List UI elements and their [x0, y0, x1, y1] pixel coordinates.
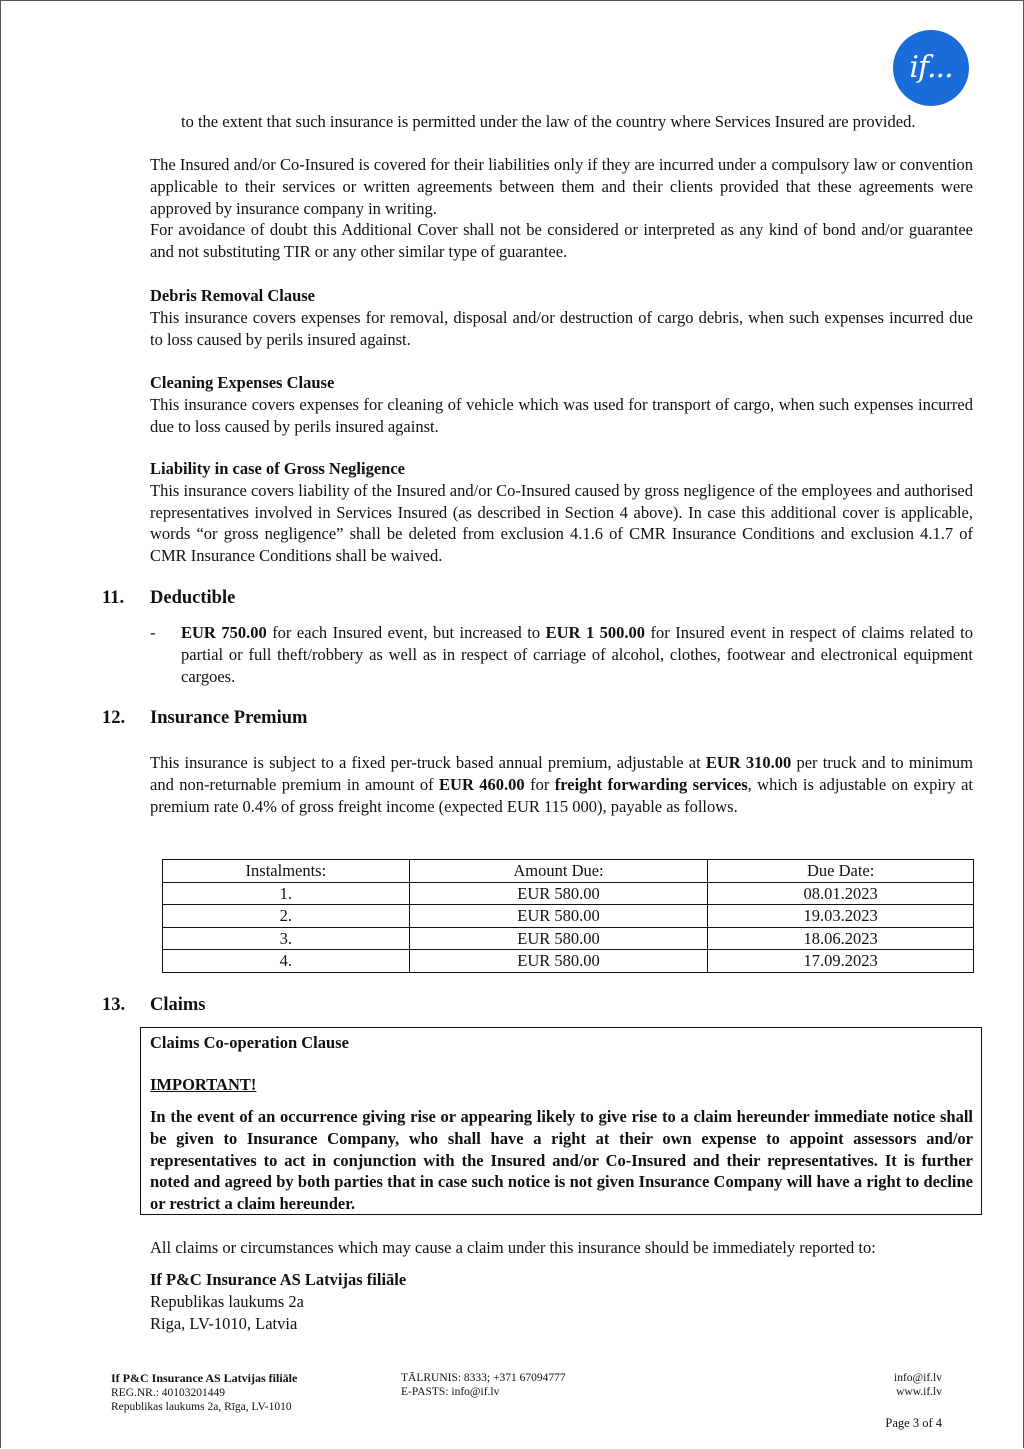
section-13-number: 13.: [102, 995, 126, 1015]
footer-reg: REG.NR.: 40103201449: [111, 1387, 226, 1399]
table-row: [163, 882, 974, 905]
box-text: In the event of an occurrence giving rise or appearing likely to give rise to a claim hereunder immediate notice shall be given to Insurance Company, who shall have a right at their own expense to appoint assessors and/or representatives to act in conjunction with the Insured and/or Co-Insured and their representatives. It is further noted and agreed by both parties that in case such notice is not given Insurance Company will have a right to decline or restrict a claim hereunder.: [150, 1107, 973, 1214]
logo-text: if...: [909, 50, 953, 86]
address-line-1: Republikas laukums 2a: [150, 1291, 304, 1311]
claims-cooperation-box: [140, 1027, 982, 1215]
address-line-2: Riga, LV-1010, Latvia: [150, 1313, 298, 1333]
footer-website-link[interactable]: www.if.lv: [896, 1386, 942, 1398]
page-number: Page 3 of 4: [885, 1416, 942, 1430]
cleaning-expenses-clause: [150, 372, 973, 437]
table-row: [163, 927, 974, 950]
table-header-row: [163, 860, 974, 883]
footer-web: [860, 1371, 942, 1399]
section-13-title: Claims: [150, 995, 206, 1015]
due-date: 08.01.2023: [708, 882, 974, 905]
table-row: [163, 905, 974, 928]
section-12-number: 12.: [102, 708, 126, 728]
deductible-text: EUR 750.00 for each Insured event, but increased to EUR 1 500.00 for Insured event in respect of claims related to partial or full theft/robbery as well as in respect of carriage of alcohol, clothes, footwear and electronical equipment cargoes.: [181, 623, 973, 686]
instalments-table: [162, 859, 974, 973]
amount-due: EUR 580.00: [409, 882, 708, 905]
avoidance-paragraph: For avoidance of doubt this Additional Cover shall not be considered or interpreted as any kind of bond and/or guarantee and not substituting TIR or any other similar type of guarantee.: [150, 220, 973, 261]
clause-title: Cleaning Expenses Clause: [150, 373, 335, 392]
important-label: IMPORTANT!: [150, 1075, 257, 1094]
clause-title: Liability in case of Gross Negligence: [150, 459, 405, 478]
bullet-dash: -: [150, 623, 156, 642]
footer-email-link[interactable]: info@if.lv: [894, 1372, 942, 1384]
instalment-number: 2.: [163, 905, 410, 928]
header-due-date: Due Date:: [708, 860, 974, 883]
clause-text: This insurance covers expenses for removal, disposal and/or destruction of cargo debris, when such expenses incurred due to loss caused by perils insured against.: [150, 307, 973, 349]
amount-due: EUR 580.00: [409, 927, 708, 950]
claims-address: [150, 1269, 973, 1334]
section-12-title: Insurance Premium: [150, 708, 308, 728]
instalment-number: 1.: [163, 882, 410, 905]
footer-email: E-PASTS: info@if.lv: [401, 1386, 500, 1398]
due-date: 17.09.2023: [708, 950, 974, 973]
clause-title: Debris Removal Clause: [150, 286, 315, 305]
clause-text: This insurance covers expenses for cleaning of vehicle which was used for transport of cargo, when such expenses incurred due to loss caused by perils insured against.: [150, 394, 973, 436]
if-logo: [893, 30, 969, 106]
amount-due: EUR 580.00: [409, 905, 708, 928]
claims-report-text: All claims or circumstances which may cause a claim under this insurance should be immediately reported to:: [150, 1238, 876, 1257]
instalment-number: 4.: [163, 950, 410, 973]
due-date: 18.06.2023: [708, 927, 974, 950]
instalment-number: 3.: [163, 927, 410, 950]
footer-contact: [401, 1371, 566, 1399]
footer-company: If P&C Insurance AS Latvijas filiāle: [111, 1371, 298, 1385]
table-row: [163, 950, 974, 973]
continuation-text: to the extent that such insurance is permitted under the law of the country where Services Insured are provided.: [181, 112, 916, 131]
premium-paragraph: This insurance is subject to a fixed per-truck based annual premium, adjustable at EUR 310.00 per truck and to minimum and non-returnable premium in amount of EUR 460.00 for freight forwarding services, which is adjustable on expiry at premium rate 0.4% of gross freight income (expected EUR 115 000), payable as follows.: [150, 753, 973, 816]
clause-text: This insurance covers liability of the Insured and/or Co-Insured caused by gross negligence of the employees and authorised representatives involved in Services Insured (as described in Section 4 above). In case this additional cover is applicable, words “or gross negligence” shall be deleted from exclusion 4.1.6 of CMR Insurance Conditions and exclusion 4.1.7 of CMR Insurance Conditions shall be waived.: [150, 480, 973, 566]
gross-negligence-clause: [150, 458, 973, 567]
liability-paragraph: The Insured and/or Co-Insured is covered for their liabilities only if they are incurred under a compulsory law or convention applicable to their services or written agreements between them and their clients provided that these agreements were approved by insurance company in writing.: [150, 155, 973, 218]
due-date: 19.03.2023: [708, 905, 974, 928]
section-11-number: 11.: [102, 588, 125, 608]
footer-phone: TĀLRUNIS: 8333; +371 67094777: [401, 1372, 566, 1384]
header-instalments: Instalments:: [163, 860, 410, 883]
section-11-title: Deductible: [150, 588, 236, 608]
header-amount-due: Amount Due:: [409, 860, 708, 883]
footer-address: Republikas laukums 2a, Rīga, LV-1010: [111, 1401, 292, 1413]
box-title: Claims Co-operation Clause: [150, 1033, 349, 1052]
amount-due: EUR 580.00: [409, 950, 708, 973]
address-name: If P&C Insurance AS Latvijas filiāle: [150, 1270, 407, 1289]
debris-removal-clause: [150, 285, 973, 350]
footer-company-info: [111, 1371, 297, 1414]
